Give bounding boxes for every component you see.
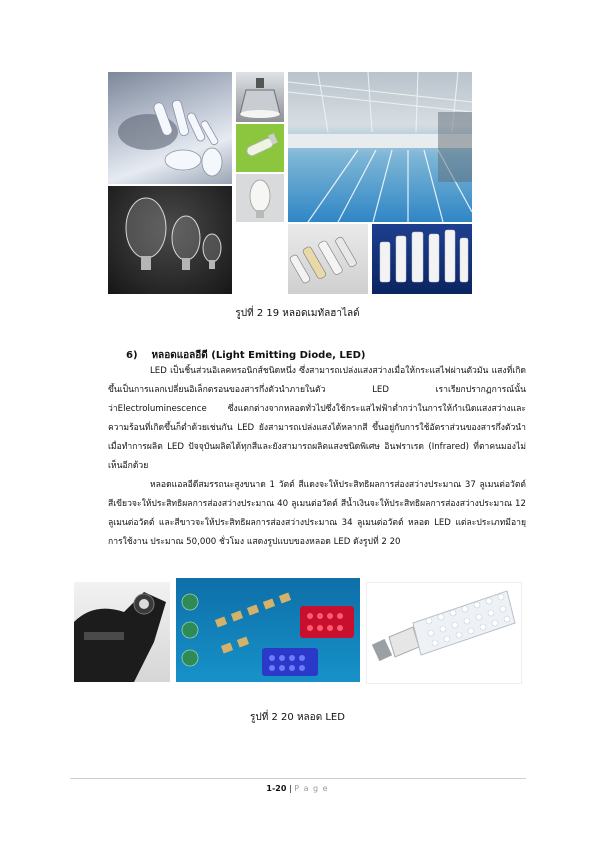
metal-halide-bulbs-photo (108, 186, 232, 294)
tubular-lamps-photo (372, 224, 472, 294)
section-heading (126, 348, 365, 363)
led-modules-illustration (176, 578, 360, 682)
metal-halide-lamps-photo-1 (108, 72, 232, 184)
green-lamp-illustration (236, 124, 284, 172)
footer-separator: | (288, 784, 292, 793)
figure-2-20-caption: รูปที่ 2 20 หลอด LED (250, 712, 345, 723)
footer-divider (70, 778, 526, 779)
page-footer (0, 784, 595, 793)
bulb-on-grey-illustration (236, 174, 284, 222)
indoor-pool-photo (288, 72, 472, 222)
page-label: P a g e (294, 784, 329, 793)
tubular-lamps-illustration (372, 224, 472, 294)
lamps-illustration-1 (108, 72, 232, 184)
led-modules-photo (176, 578, 360, 682)
figure-2-19-caption: รูปที่ 2 19 หลอดเมทัลฮาไลด์ (235, 308, 360, 319)
section-title: หลอดแอลอีดี (Light Emitting Diode, LED) (151, 350, 366, 361)
section-number: 6) (126, 350, 138, 361)
assorted-lamps-photo (288, 224, 368, 294)
reflector-illustration (236, 72, 284, 122)
bicycle-light-illustration (74, 582, 170, 682)
led-corn-bulb-illustration (367, 583, 521, 683)
assorted-lamps-illustration (288, 224, 368, 294)
reflector-fixture-photo (236, 72, 284, 122)
led-corn-bulb-photo (366, 582, 522, 684)
pool-illustration (288, 72, 472, 222)
green-lamp-photo (236, 124, 284, 172)
bulb-on-grey-photo (236, 174, 284, 222)
bicycle-led-light-photo (74, 582, 170, 682)
paragraph-led-description: LED เป็นชิ้นส่วนอิเลคทรอนิกส์ชนิดหนึ่ง ซึ่งสามารถเปล่งแสงสว่างเมื่อให้กระแสไฟผ่านตัวมัน แสงที่เกิดขึ้นเป็นการแลกเปลี่ยนอิเล็กตรอนของสารกึ่งตัวนำภายในตัว LED เราเรียกปรากฏการณ์นั้นว่าElectroluminescence ซึ่งแตกต่างจากหลอดทั่วไปซึ่งใช้กระแสไฟฟ้าต่ำกว่าในการให้กำเนิดแสงสว่างและความร้อนที่เกิดขึ้นก็ต่ำด้วยเช่นกัน LED ยังสามารถเปล่งแสงได้หลากสี ขึ้นอยู่กับการใช้อัตราส่วนของสารกึ่งตัวนำเมื่อทำการผลิต LED ปัจจุบันผลิตได้ทุกสีและยังสามารถผลิตแสงชนิดพิเศษ อินฟราเรด (Infrared) ที่ตาคนมองไม่เห็นอีกด้วย (108, 366, 526, 471)
bulbs-illustration (108, 186, 232, 294)
paragraph-led-efficacy: หลอดแอลอีดีสมรรถนะสูงขนาด 1 วัตต์ สีแดงจะให้ประสิทธิผลการส่องสว่างประมาณ 37 ลูเมนต่อวัตต์ สีเขียวจะให้ประสิทธิผลการส่องสว่างประมาณ 40 ลูเมนต่อวัตต์ สีน้ำเงินจะให้ประสิทธิผลการส่องสว่างประมาณ 12 ลูเมนต่อวัตต์ และสีขาวจะให้ประสิทธิผลการส่องสว่างประมาณ 34 ลูเมนต่อวัตต์ หลอด LED แต่ละประเภทมีอายุการใช้งาน ประมาณ 50,000 ชั่วโมง แสดงรูปแบบของหลอด LED ดังรูปที่ 2 20 (108, 480, 526, 547)
page-number: 1-20 (266, 784, 287, 793)
